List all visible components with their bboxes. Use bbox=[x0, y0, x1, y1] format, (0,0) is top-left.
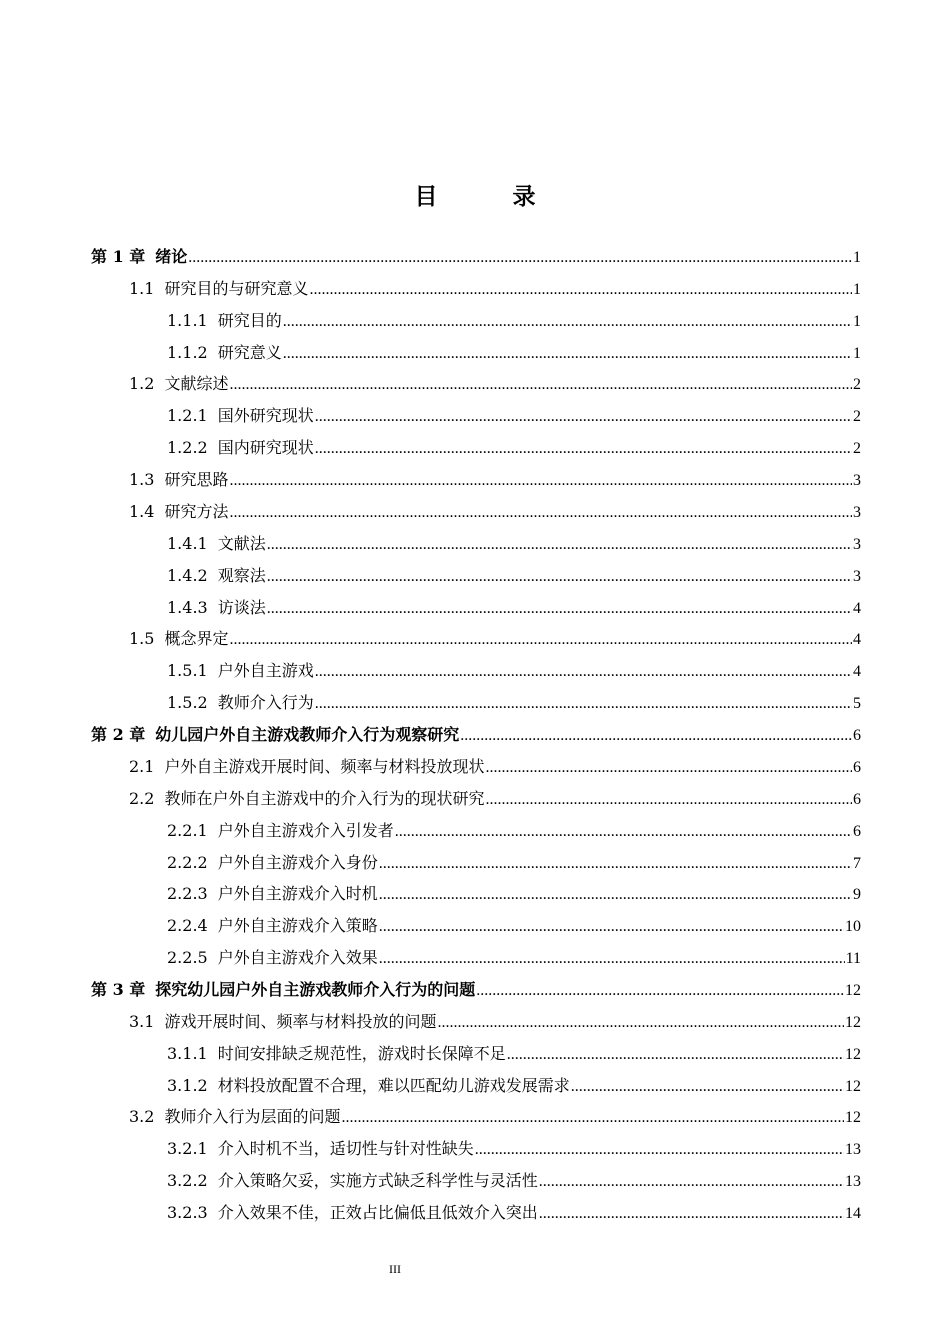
toc-entry-number: 1.4.2 bbox=[167, 565, 208, 585]
toc-dot-leader bbox=[229, 498, 852, 528]
toc-entry-title: 教师介入行为层面的问题 bbox=[164, 1107, 341, 1127]
toc-entry-page: 11 bbox=[845, 950, 861, 968]
toc-entry-page: 9 bbox=[853, 886, 861, 904]
toc-entry-title: 户外自主游戏介入引发者 bbox=[217, 820, 394, 840]
toc-entry-title: 研究目的 bbox=[217, 310, 282, 330]
toc-entry[interactable] bbox=[167, 911, 861, 941]
toc-entry[interactable] bbox=[129, 784, 861, 814]
toc-entry-page: 1 bbox=[853, 280, 861, 298]
toc-entry-number: 1.4 bbox=[129, 501, 155, 521]
toc-entry-title: 文献综述 bbox=[164, 374, 229, 394]
toc-entry[interactable] bbox=[167, 1166, 861, 1196]
toc-entry[interactable] bbox=[167, 561, 861, 591]
toc-entry-page: 10 bbox=[845, 918, 861, 936]
toc-entry-page: 6 bbox=[853, 758, 861, 776]
toc-entry[interactable] bbox=[167, 656, 861, 686]
toc-entry-title: 绪论 bbox=[155, 247, 188, 266]
toc-dot-leader bbox=[315, 657, 852, 687]
toc-dot-leader bbox=[309, 275, 852, 305]
toc-entry-page: 4 bbox=[853, 599, 861, 617]
toc-entry-title: 户外自主游戏介入效果 bbox=[217, 948, 378, 968]
toc-entry[interactable] bbox=[129, 465, 861, 495]
toc-entry-number: 3.2 bbox=[129, 1107, 155, 1127]
toc-entry[interactable] bbox=[129, 752, 861, 782]
toc-entry[interactable] bbox=[129, 1007, 861, 1037]
toc-entry-page: 1 bbox=[853, 344, 861, 362]
toc-entry-page: 6 bbox=[853, 822, 861, 840]
toc-entry-number: 1.2.1 bbox=[167, 406, 208, 426]
toc-entry-page: 4 bbox=[853, 631, 861, 649]
toc-entry-number: 1.1.2 bbox=[167, 342, 208, 362]
toc-dot-leader bbox=[539, 1167, 844, 1197]
toc-entry-page: 13 bbox=[845, 1173, 861, 1191]
toc-entry-title: 研究思路 bbox=[164, 470, 229, 490]
toc-dot-leader bbox=[437, 1008, 844, 1038]
toc-dot-leader bbox=[475, 1135, 844, 1165]
toc-entry-page: 3 bbox=[853, 503, 861, 521]
toc-dot-leader bbox=[485, 753, 852, 783]
toc-dot-leader bbox=[283, 339, 852, 369]
toc-entry-number: 3.1.2 bbox=[167, 1075, 208, 1095]
toc-dot-leader bbox=[315, 402, 852, 432]
toc-entry-title: 访谈法 bbox=[217, 597, 266, 617]
toc-dot-leader bbox=[395, 817, 852, 847]
toc-dot-leader bbox=[379, 880, 852, 910]
toc-entry-title: 幼儿园户外自主游戏教师介入行为观察研究 bbox=[155, 725, 460, 745]
toc-entry[interactable] bbox=[91, 975, 861, 1005]
toc-entry[interactable] bbox=[167, 879, 861, 909]
toc-entry-number: 2.2.1 bbox=[167, 820, 208, 840]
toc-entry-page: 12 bbox=[845, 1045, 861, 1063]
toc-entry-number: 1.1.1 bbox=[167, 310, 208, 330]
toc-entry-page: 6 bbox=[853, 727, 861, 745]
toc-entry-title: 户外自主游戏 bbox=[217, 661, 314, 681]
toc-entry-page: 6 bbox=[853, 790, 861, 808]
toc-entry-number: 1.5 bbox=[129, 629, 155, 649]
toc-entry-number: 3.1 bbox=[129, 1011, 155, 1031]
toc-entry-page: 2 bbox=[853, 440, 861, 458]
toc-entry[interactable] bbox=[167, 943, 861, 973]
toc-entry[interactable] bbox=[129, 1102, 861, 1132]
toc-entry-title: 观察法 bbox=[217, 565, 266, 585]
toc-entry-page: 12 bbox=[845, 1109, 861, 1127]
toc-entry[interactable] bbox=[167, 338, 861, 368]
toc-entry[interactable] bbox=[129, 369, 861, 399]
toc-entry[interactable] bbox=[91, 720, 861, 750]
toc-entry-title: 介入策略欠妥，实施方式缺乏科学性与灵活性 bbox=[217, 1171, 538, 1191]
toc-entry-page: 2 bbox=[853, 376, 861, 394]
toc-entry-page: 7 bbox=[853, 854, 861, 872]
toc-dot-leader bbox=[188, 243, 852, 273]
toc-entry-title: 介入效果不佳，正效占比偏低且低效介入突出 bbox=[217, 1203, 538, 1223]
toc-entry[interactable] bbox=[91, 242, 861, 272]
toc-entry[interactable] bbox=[167, 433, 861, 463]
toc-entry[interactable] bbox=[167, 1198, 861, 1228]
toc-entry-number: 1.4.1 bbox=[167, 533, 208, 553]
toc-entry-title: 时间安排缺乏规范性，游戏时长保障不足 bbox=[217, 1043, 506, 1063]
toc-dot-leader bbox=[229, 625, 852, 655]
toc-dot-leader bbox=[267, 562, 852, 592]
toc-entry[interactable] bbox=[167, 401, 861, 431]
toc-dot-leader bbox=[315, 434, 852, 464]
toc-entry-page: 3 bbox=[853, 472, 861, 490]
toc-entry[interactable] bbox=[129, 497, 861, 527]
toc-entry-title: 户外自主游戏介入时机 bbox=[217, 884, 378, 904]
toc-entry[interactable] bbox=[167, 816, 861, 846]
toc-entry-number: 3.1.1 bbox=[167, 1043, 208, 1063]
toc-entry-page: 12 bbox=[845, 1013, 861, 1031]
toc-entry[interactable] bbox=[167, 688, 861, 718]
toc-entry-title: 文献法 bbox=[217, 533, 266, 553]
toc-entry-number: 1.1 bbox=[129, 278, 155, 298]
toc-dot-leader bbox=[379, 944, 845, 974]
toc-entry-page: 5 bbox=[853, 695, 861, 713]
toc-entry-page: 4 bbox=[853, 663, 861, 681]
toc-entry-title: 教师在户外自主游戏中的介入行为的现状研究 bbox=[164, 788, 485, 808]
toc-entry-page: 14 bbox=[845, 1205, 861, 1223]
toc-dot-leader bbox=[539, 1199, 844, 1229]
toc-entry[interactable] bbox=[167, 1134, 861, 1164]
toc-entry-title: 探究幼儿园户外自主游戏教师介入行为的问题 bbox=[155, 980, 476, 999]
toc-dot-leader bbox=[267, 594, 852, 624]
toc-entry-title: 材料投放配置不合理，难以匹配幼儿游戏发展需求 bbox=[217, 1075, 570, 1095]
toc-entry-title: 研究方法 bbox=[164, 501, 229, 521]
toc-entry[interactable] bbox=[167, 848, 861, 878]
toc-entry-number: 1.3 bbox=[129, 470, 155, 490]
toc-entry-number: 第 2 章 bbox=[91, 725, 146, 745]
toc-entry-number: 1.2.2 bbox=[167, 438, 208, 458]
toc-entry-number: 2.2.4 bbox=[167, 916, 208, 936]
toc-entry-number: 第 1 章 bbox=[91, 247, 146, 266]
toc-dot-leader bbox=[507, 1040, 844, 1070]
toc-entry-title: 户外自主游戏开展时间、频率与材料投放现状 bbox=[164, 756, 485, 776]
toc-entry-number: 第 3 章 bbox=[91, 980, 146, 999]
toc-dot-leader bbox=[341, 1103, 844, 1133]
toc-entry-title: 研究目的与研究意义 bbox=[164, 278, 309, 298]
toc-entry-number: 3.2.3 bbox=[167, 1203, 208, 1223]
toc-entry-number: 1.2 bbox=[129, 374, 155, 394]
toc-entry-number: 2.2.3 bbox=[167, 884, 208, 904]
toc-dot-leader bbox=[229, 370, 852, 400]
toc-entry-page: 3 bbox=[853, 535, 861, 553]
toc-entry-number: 1.5.1 bbox=[167, 661, 208, 681]
toc-entry-title: 户外自主游戏介入策略 bbox=[217, 916, 378, 936]
toc-dot-leader bbox=[229, 466, 852, 496]
toc-entry-title: 国内研究现状 bbox=[217, 438, 314, 458]
toc-dot-leader bbox=[485, 785, 852, 815]
toc-entry-number: 2.2.5 bbox=[167, 948, 208, 968]
page-title: 目 录 bbox=[414, 184, 562, 210]
toc-entry-number: 3.2.1 bbox=[167, 1139, 208, 1159]
toc-entry-page: 12 bbox=[845, 982, 861, 999]
toc-dot-leader bbox=[379, 849, 852, 879]
toc-entry[interactable] bbox=[167, 1039, 861, 1069]
toc-entry[interactable] bbox=[167, 1071, 861, 1101]
toc-dot-leader bbox=[571, 1072, 844, 1102]
toc-dot-leader bbox=[267, 530, 852, 560]
toc-entry[interactable] bbox=[129, 624, 861, 654]
toc-entry[interactable] bbox=[129, 274, 861, 304]
toc-entry-title: 概念界定 bbox=[164, 629, 229, 649]
toc-entry-page: 3 bbox=[853, 567, 861, 585]
toc-entry[interactable] bbox=[167, 306, 861, 336]
toc-entry-page: 13 bbox=[845, 1141, 861, 1159]
toc-entry-title: 游戏开展时间、频率与材料投放的问题 bbox=[164, 1011, 437, 1031]
toc-dot-leader bbox=[460, 721, 852, 751]
toc-dot-leader bbox=[315, 689, 852, 719]
toc-entry-number: 1.4.3 bbox=[167, 597, 208, 617]
toc-entry-title: 国外研究现状 bbox=[217, 406, 314, 426]
toc-entry-number: 2.2 bbox=[129, 788, 155, 808]
toc-entry-page: 1 bbox=[853, 312, 861, 330]
toc-entry-title: 户外自主游戏介入身份 bbox=[217, 852, 378, 872]
toc-dot-leader bbox=[283, 307, 852, 337]
toc-dot-leader bbox=[379, 912, 844, 942]
toc-entry[interactable] bbox=[167, 593, 861, 623]
toc-entry-page: 1 bbox=[853, 249, 861, 266]
toc-entry[interactable] bbox=[167, 529, 861, 559]
toc-entry-number: 3.2.2 bbox=[167, 1171, 208, 1191]
toc-entry-title: 介入时机不当，适切性与针对性缺失 bbox=[217, 1139, 474, 1159]
toc-entry-title: 教师介入行为 bbox=[217, 693, 314, 713]
toc-entry-number: 2.2.2 bbox=[167, 852, 208, 872]
page-number: III bbox=[389, 1262, 401, 1276]
toc-entry-title: 研究意义 bbox=[217, 342, 282, 362]
toc-entry-number: 2.1 bbox=[129, 756, 155, 776]
toc-dot-leader bbox=[476, 976, 844, 1006]
toc-entry-page: 2 bbox=[853, 408, 861, 426]
toc-entry-page: 12 bbox=[845, 1077, 861, 1095]
toc-entry-number: 1.5.2 bbox=[167, 693, 208, 713]
